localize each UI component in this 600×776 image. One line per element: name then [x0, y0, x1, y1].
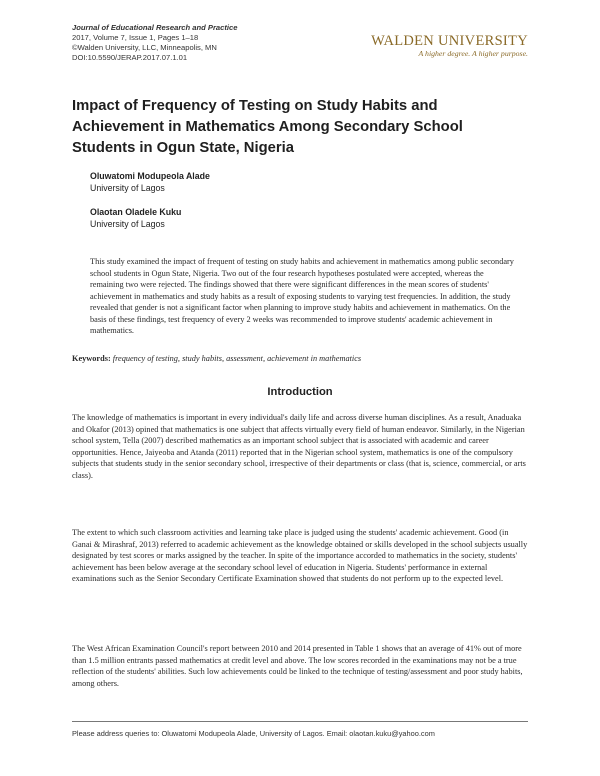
body-paragraph: The knowledge of mathematics is important in every individual's daily life and across diverse human disciplines. As a result, Anaduaka and Okafor (2013) opined that mathematics is one subject that affects virtually every field of human endeavor. Similarly, in the Nigerian school system, Tella (2007) described mathematics as an important school subject that is associated with academic and career opportunities. Hence, Jaiyeoba and Atanda (2011) reported that in the Nigerian school system, mathematics is one of the compulsory subjects that students study in the senior secondary school, irrespective of their departments or class (that is, science, commercial, or arts class).	[72, 413, 526, 480]
journal-header	[72, 23, 237, 63]
keywords-label: Keywords:	[72, 354, 111, 363]
doi-line: DOI:10.5590/JERAP.2017.07.1.01	[72, 53, 188, 62]
journal-name: Journal of Educational Research and Practice	[72, 23, 238, 32]
author-list	[90, 170, 210, 242]
author-affiliation: University of Lagos	[90, 183, 165, 193]
logo-tagline: A higher degree. A higher purpose.	[418, 49, 528, 58]
abstract: This study examined the impact of frequent of testing on study habits and achievement in mathematics among public secondary school students in Ogun State, Nigeria. Two out of the four research hypotheses postulated were accepted, whereas the remaining two were rejected. The findings showed that there were significant differences in the mean scores of students' achievement in mathematics and study habits as a result of exposing students to varying test frequencies. In addition, the study revealed that gender is not a significant factor when planning to improve study habits and achievement in mathematics. On the basis of these findings, test frequency of every 2 weeks was recommended to improve students' academic achievement in mathematics.	[90, 257, 514, 335]
footer-contact: Please address queries to: Oluwatomi Modupeola Alade, University of Lagos. Email: olaotan.kuku@yahoo.com	[72, 729, 435, 738]
footer-divider	[72, 721, 528, 722]
author-entry	[90, 206, 210, 230]
paper-title: Impact of Frequency of Testing on Study Habits and Achievement in Mathematics Among Secondary School Students in Ogun State, Nigeria	[72, 98, 463, 156]
copyright-line: ©Walden University, LLC, Minneapolis, MN	[72, 43, 217, 52]
body-paragraph: The West African Examination Council's report between 2010 and 2014 presented in Table 1 shows that an average of 41% out of more than 1.5 million entrants passed mathematics at credit level and above. The low scores recorded in the examinations may not be a true reflection of the students' abilities. Such low achievements could be linked to the technique of testing/assessment and poor study habits, among others.	[72, 644, 523, 688]
keywords-value: frequency of testing, study habits, assessment, achievement in mathematics	[112, 354, 362, 363]
keywords	[72, 354, 361, 363]
author-affiliation: University of Lagos	[90, 219, 165, 229]
author-name: Olaotan Oladele Kuku	[90, 207, 182, 217]
walden-logo	[371, 34, 528, 58]
author-name: Oluwatomi Modupeola Alade	[90, 171, 210, 181]
author-entry	[90, 170, 210, 194]
logo-name: WALDEN UNIVERSITY	[371, 33, 528, 49]
section-heading-introduction: Introduction	[267, 386, 333, 398]
volume-line: 2017, Volume 7, Issue 1, Pages 1–18	[72, 33, 199, 42]
body-paragraph: The extent to which such classroom activities and learning take place is judged using the students' academic achievement. Good (in Ganai & Mirashraf, 2013) referred to academic achievement as the knowledge obtained or skills developed in the school subjects usually designated by test scores or marks assigned by the teacher. In spite of the importance accorded to mathematics in the society, students' achievement has been below average at the secondary school level of education in Nigeria. Students' performance in external examinations such as the Senior Secondary Certificate Examination showed that students do not perform up to the expected level.	[72, 528, 528, 584]
